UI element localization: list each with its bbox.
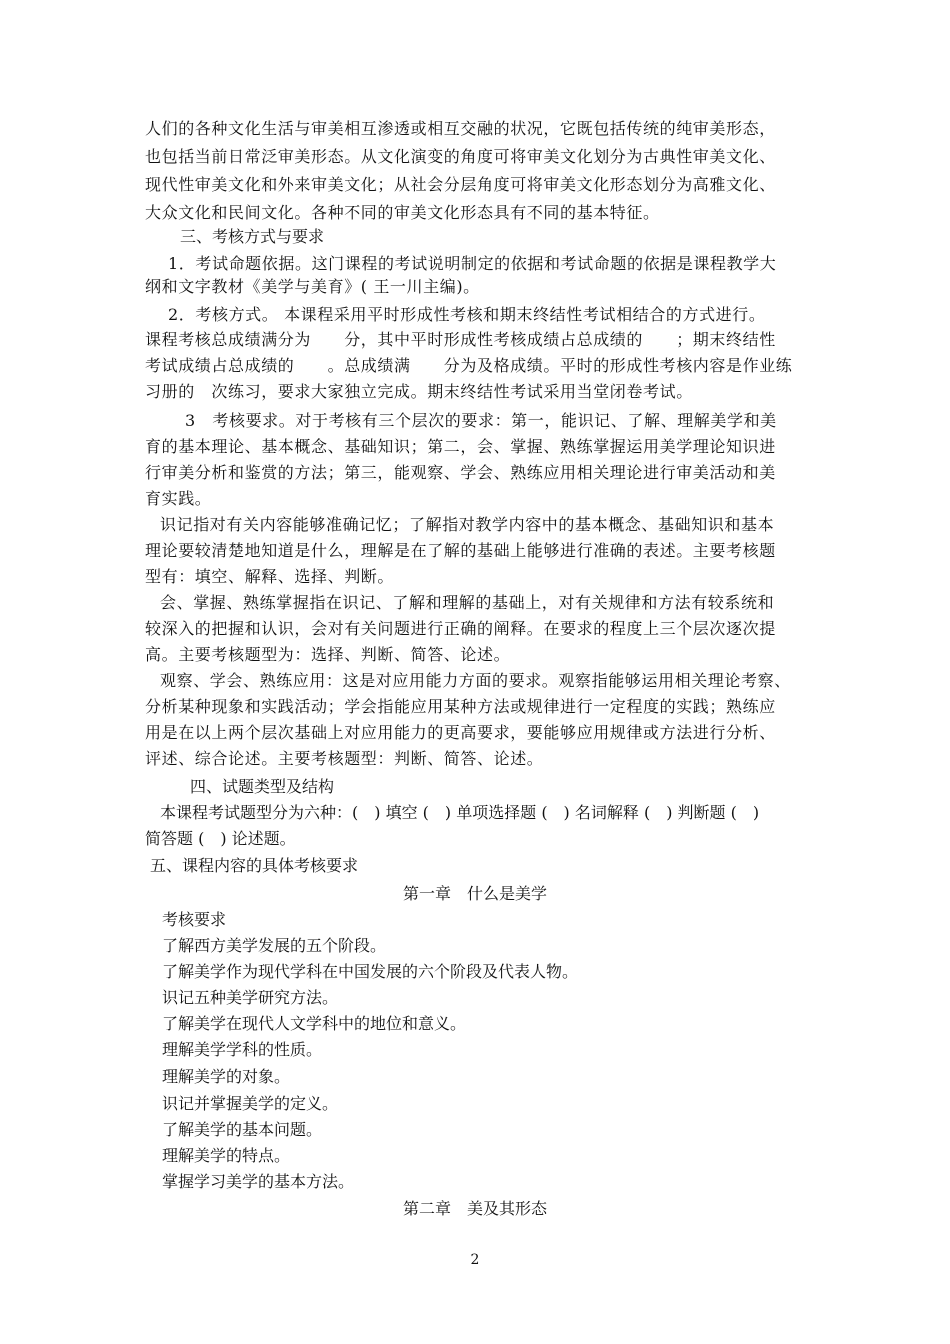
intro-line-2: 也包括当前日常泛审美形态。从文化演变的角度可将审美文化划分为古典性审美文化、 bbox=[145, 147, 776, 166]
chapter1-item: 了解美学的基本问题。 bbox=[162, 1120, 323, 1139]
item2-line-4: 习册的 次练习，要求大家独立完成。期末终结性考试采用当堂闭卷考试。 bbox=[145, 382, 693, 401]
master-line-3: 高。主要考核题型为：选择、判断、简答、论述。 bbox=[145, 645, 511, 664]
recall-line-1: 识记指对有关内容能够准确记忆；了解指对教学内容中的基本概念、基础知识和基本 bbox=[160, 515, 775, 534]
intro-line-4: 大众文化和民间文化。各种不同的审美文化形态具有不同的基本特征。 bbox=[145, 203, 660, 222]
master-line-1: 会、掌握、熟练掌握指在识记、了解和理解的基础上，对有关规律和方法有较系统和 bbox=[160, 593, 775, 612]
section4-line-2: 简答题 ( ) 论述题。 bbox=[145, 829, 296, 848]
chapter1-item: 了解西方美学发展的五个阶段。 bbox=[162, 936, 387, 955]
chapter1-item: 掌握学习美学的基本方法。 bbox=[162, 1172, 355, 1191]
chapter1-item: 理解美学的对象。 bbox=[162, 1067, 291, 1086]
chapter1-item: 理解美学的特点。 bbox=[162, 1146, 291, 1165]
intro-line-1: 人们的各种文化生活与审美相互渗透或相互交融的状况，它既包括传统的纯审美形态， bbox=[145, 119, 776, 138]
item3-line-1: 3 考核要求。对于考核有三个层次的要求：第一，能识记、了解、理解美学和美 bbox=[185, 411, 777, 430]
chapter1-title: 第一章 什么是美学 bbox=[402, 884, 547, 903]
chapter1-item: 识记五种美学研究方法。 bbox=[162, 988, 339, 1007]
item2-line-2: 课程考核总成绩满分为 分，其中平时形成性考核成绩占总成绩的 ；期末终结性 bbox=[145, 330, 776, 349]
recall-line-3: 型有：填空、解释、选择、判断。 bbox=[145, 567, 395, 586]
apply-line-1: 观察、学会、熟练应用：这是对应用能力方面的要求。观察指能够运用相关理论考察、 bbox=[160, 671, 791, 690]
chapter2-title: 第二章 美及其形态 bbox=[402, 1199, 547, 1218]
item3-line-2: 育的基本理论、基本概念、基础知识；第二，会、掌握、熟练掌握运用美学理论知识进 bbox=[145, 437, 776, 456]
item2-line-1: 2．考核方式。 本课程采用平时形成性考核和期末终结性考试相结合的方式进行。 bbox=[168, 305, 766, 324]
recall-line-2: 理论要较清楚地知道是什么，理解是在了解的基础上能够进行准确的表述。主要考核题 bbox=[145, 541, 776, 560]
master-line-2: 较深入的把握和认识，会对有关问题进行正确的阐释。在要求的程度上三个层次逐次提 bbox=[145, 619, 776, 638]
apply-line-4: 评述、综合论述。主要考核题型：判断、简答、论述。 bbox=[145, 749, 544, 768]
chapter1-item: 识记并掌握美学的定义。 bbox=[162, 1094, 339, 1113]
chapter1-req-heading: 考核要求 bbox=[162, 910, 227, 929]
chapter1-item: 理解美学学科的性质。 bbox=[162, 1040, 323, 1059]
item1-line-2: 纲和文字教材《美学与美育》( 王一川主编)。 bbox=[145, 277, 480, 296]
item3-line-4: 育实践。 bbox=[145, 489, 212, 508]
section3-heading: 三、考核方式与要求 bbox=[180, 227, 325, 246]
section5-heading: 五、课程内容的具体考核要求 bbox=[150, 856, 359, 875]
intro-line-3: 现代性审美文化和外来审美文化；从社会分层角度可将审美文化形态划分为高雅文化、 bbox=[145, 175, 776, 194]
item2-line-3: 考试成绩占总成绩的 。总成绩满 分为及格成绩。平时的形成性考核内容是作业练 bbox=[145, 356, 793, 375]
page-number: 2 bbox=[470, 1252, 480, 1268]
section4-heading: 四、试题类型及结构 bbox=[190, 777, 335, 796]
chapter1-item: 了解美学作为现代学科在中国发展的六个阶段及代表人物。 bbox=[162, 962, 579, 981]
item3-line-3: 行审美分析和鉴赏的方法；第三，能观察、学会、熟练应用相关理论进行审美活动和美 bbox=[145, 463, 776, 482]
apply-line-2: 分析某种现象和实践活动；学会指能应用某种方法或规律进行一定程度的实践；熟练应 bbox=[145, 697, 776, 716]
chapter1-item: 了解美学在现代人文学科中的地位和意义。 bbox=[162, 1014, 467, 1033]
section4-line-1: 本课程考试题型分为六种：( ) 填空 ( ) 单项选择题 ( ) 名词解释 ( ) 判断题 ( ) bbox=[160, 803, 760, 822]
item1-line-1: 1．考试命题依据。这门课程的考试说明制定的依据和考试命题的依据是课程教学大 bbox=[168, 254, 777, 273]
apply-line-3: 用是在以上两个层次基础上对应用能力的更高要求，要能够应用规律或方法进行分析、 bbox=[145, 723, 776, 742]
